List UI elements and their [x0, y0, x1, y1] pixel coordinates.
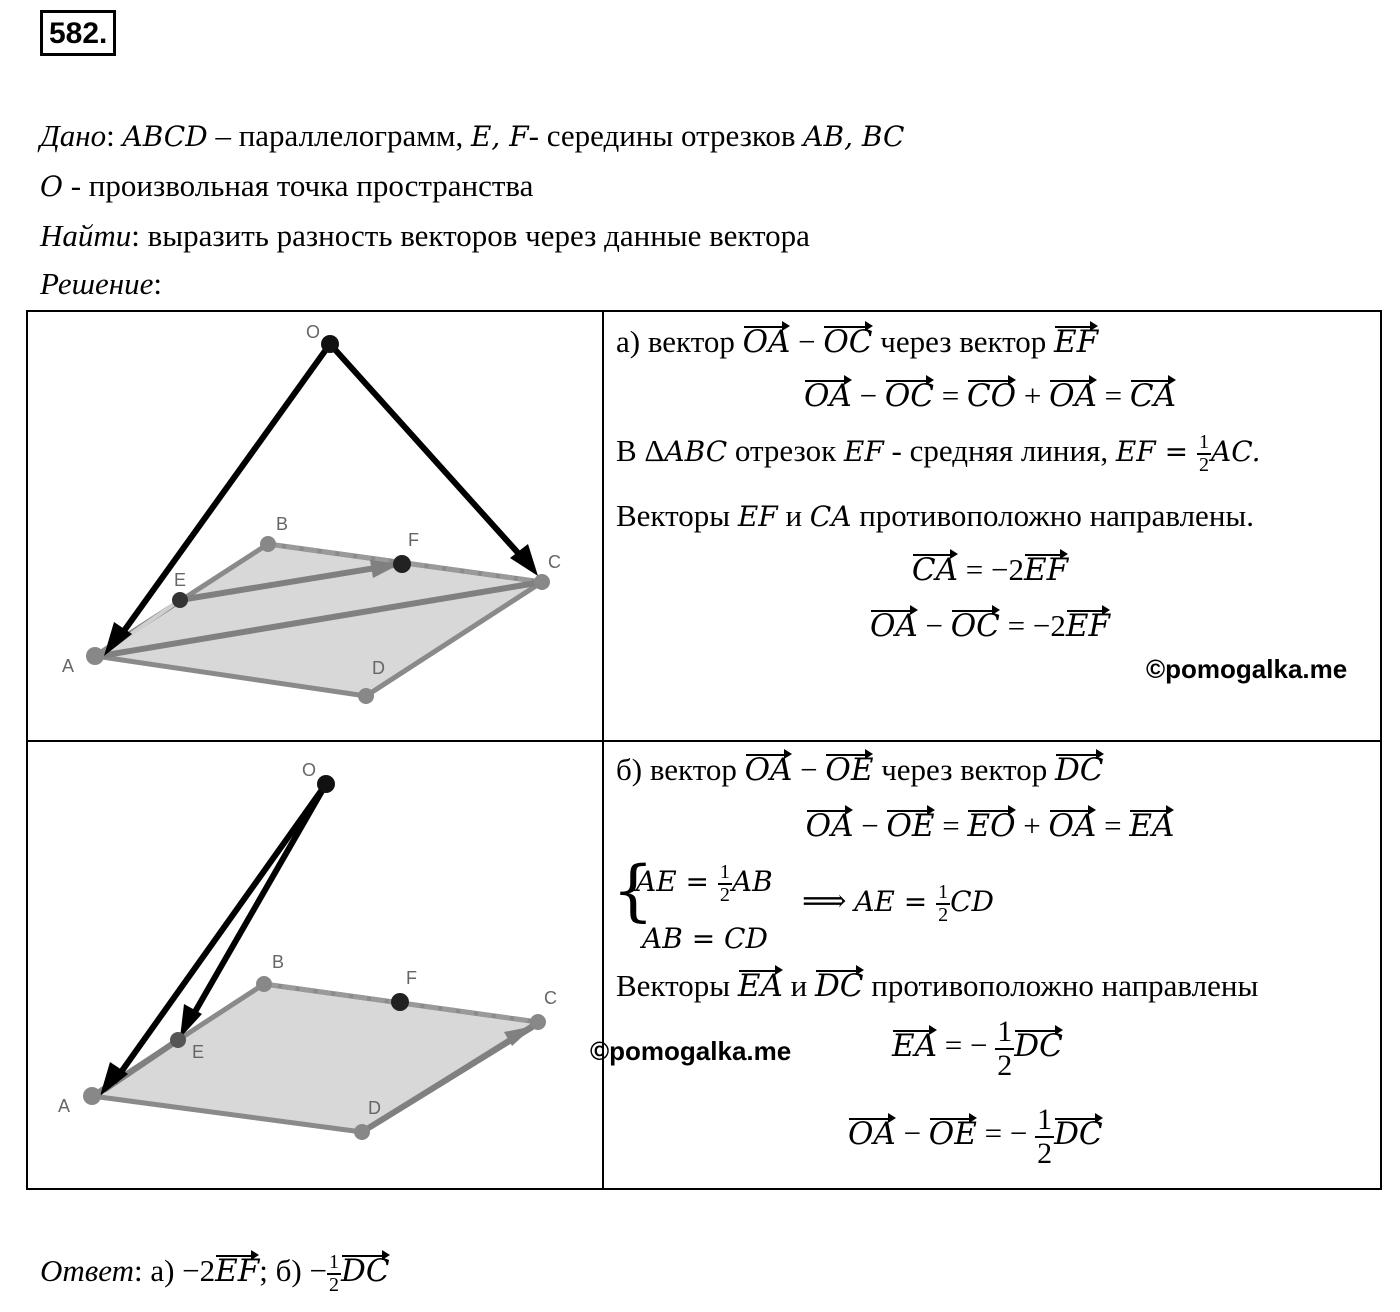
- part-a-title: а) вектор OA − OC через вектор EF: [616, 324, 1099, 360]
- label-b-a: B: [276, 514, 289, 534]
- part-a-mid: через вектор: [872, 324, 1055, 359]
- part-a-line4: [616, 498, 1254, 534]
- vec-oa: OA: [848, 1115, 896, 1152]
- answer-line: [40, 1252, 390, 1296]
- find-line: [40, 218, 810, 254]
- part-b-eq2: EA = − $\frac{1}{2}$ DC: [892, 1015, 1063, 1082]
- label-o-b: O: [302, 760, 317, 780]
- point-e-a: [172, 592, 188, 608]
- label-a-b: A: [58, 1096, 71, 1116]
- label-d-a: D: [372, 658, 385, 678]
- frac-den: 2: [1037, 1136, 1053, 1170]
- label-e-b: E: [192, 1042, 205, 1062]
- vec-dc: DC: [1054, 1115, 1103, 1152]
- point-e-b: [170, 1032, 186, 1048]
- fraction-half-big: [1035, 1104, 1054, 1169]
- label-f-b: F: [406, 968, 417, 988]
- part-a-eq1: OA − OC = CO + OA = CA: [804, 378, 1176, 414]
- given-abcd: ABCD: [122, 120, 208, 153]
- point-f-b: [391, 993, 409, 1011]
- fraction-half: [1197, 432, 1211, 476]
- frac-den: 2: [329, 1274, 339, 1296]
- given-o: O: [40, 170, 63, 203]
- part-a-prefix: а) вектор: [616, 324, 743, 359]
- fraction-half-answer: [327, 1252, 341, 1296]
- answer-a: : а) −2: [133, 1253, 216, 1289]
- frac-den: 2: [938, 904, 949, 926]
- vec-ea: EA: [1129, 808, 1175, 844]
- figure-b: [28, 742, 600, 1188]
- part-b-mid: через вектор: [873, 752, 1055, 787]
- vec-oc: OC: [950, 608, 1000, 644]
- point-o-b: [317, 775, 335, 793]
- vec-co: CO: [966, 378, 1017, 414]
- problem-number: 582.: [40, 10, 116, 56]
- vec-ca: CA: [1129, 378, 1176, 414]
- implies: ⟹: [802, 883, 855, 919]
- point-c-b: [530, 1014, 546, 1030]
- vec-oa: OA: [1049, 378, 1097, 414]
- part-a-l4-ca: CA: [809, 500, 852, 533]
- label-e-a: E: [174, 570, 187, 590]
- point-a-a: [86, 647, 104, 665]
- sys-ab: AB: [731, 865, 773, 899]
- vec-oc: OC: [884, 378, 934, 414]
- part-b-l4-suffix: противоположно направлены: [863, 968, 1259, 1003]
- part-a-l4-prefix: Векторы: [616, 498, 738, 533]
- find-text: : выразить разность векторов через данные вектора: [131, 218, 810, 253]
- vec-ea: EA: [892, 1027, 938, 1064]
- sys-ae: AE =: [636, 865, 718, 899]
- vec-oc: OC: [823, 324, 873, 360]
- vec-ef: EF: [1023, 552, 1069, 588]
- part-b-eq3: OA − OE = − $\frac{1}{2}$ DC: [848, 1103, 1103, 1170]
- part-a-l4-and: и: [777, 498, 810, 533]
- point-d-a: [358, 688, 374, 704]
- given-line-2: [40, 168, 533, 204]
- find-label: Найти: [40, 218, 132, 253]
- vec-ef: EF: [1054, 324, 1099, 360]
- label-o-a: O: [306, 322, 321, 342]
- point-c-a: [534, 574, 550, 590]
- figure-a: [28, 312, 600, 738]
- solution-line: Решение:: [40, 266, 162, 301]
- given-label: Дано: [40, 118, 107, 153]
- part-a-l3-prefix: В Δ: [616, 433, 665, 469]
- part-a-eq3: OA − OC = −2EF: [869, 608, 1111, 644]
- fraction-half-big: [995, 1016, 1014, 1081]
- part-a-l3-text: - средняя линия,: [883, 433, 1116, 469]
- point-o-a: [321, 335, 339, 353]
- part-a-abc: ABC: [664, 435, 728, 469]
- point-d-b: [354, 1124, 370, 1140]
- vec-oe: OE: [928, 1115, 977, 1152]
- vec-dc: DC: [341, 1253, 390, 1290]
- part-a-line3: [616, 432, 1261, 476]
- coef: −2: [1032, 608, 1066, 643]
- fraction-half-res: [936, 882, 950, 926]
- vec-dc: DC: [1054, 752, 1104, 788]
- point-b-b: [256, 976, 272, 992]
- part-a-eq: EF =: [1115, 435, 1197, 469]
- vec-oe: OE: [886, 808, 935, 844]
- part-a-l4-suffix: противоположно направлены.: [851, 498, 1254, 533]
- part-b-title: б) вектор OA − OE через вектор DC: [616, 752, 1104, 788]
- vec-ea: EA: [737, 968, 783, 1004]
- parallelogram-b: [92, 984, 538, 1132]
- vec-oe: OE: [825, 752, 874, 788]
- point-a-b: [83, 1087, 101, 1105]
- frac-num: 1: [938, 881, 949, 903]
- point-b-a: [260, 536, 276, 552]
- fraction-half-sys: [718, 862, 732, 906]
- part-a-ef: EF: [843, 435, 884, 469]
- vec-ef: EF: [215, 1253, 260, 1290]
- vec-oa: OA: [804, 378, 852, 414]
- label-b-b: B: [272, 952, 285, 972]
- frac-num: 1: [329, 1251, 339, 1273]
- part-b-result: [802, 882, 994, 926]
- vector-oc: [330, 344, 528, 564]
- vec-dc: DC: [1014, 1027, 1063, 1064]
- watermark-a: ©pomogalka.me: [1146, 654, 1348, 684]
- frac-num: 1: [1037, 1103, 1053, 1136]
- vec-dc: DC: [814, 968, 864, 1004]
- answer-b: ; б) −: [259, 1253, 327, 1289]
- frac-num: 1: [719, 861, 730, 883]
- frac-num: 1: [1198, 431, 1209, 453]
- frac-num: 1: [997, 1015, 1013, 1048]
- label-c-a: C: [548, 552, 561, 572]
- vec-ef: EF: [1065, 608, 1111, 644]
- system-brace: {: [612, 852, 654, 929]
- solution-label: Решение: [40, 266, 154, 301]
- vec-oa: OA: [869, 608, 918, 644]
- given-ab-bc: AB, BC: [803, 120, 905, 153]
- given-text-2: - середины отрезков: [528, 118, 804, 153]
- vec-oa: OA: [742, 324, 791, 360]
- frac-den: 2: [719, 884, 730, 906]
- vec-eo: EO: [967, 808, 1016, 844]
- label-a-a: A: [62, 656, 75, 676]
- res-cd: CD: [950, 885, 994, 919]
- label-f-a: F: [408, 530, 419, 550]
- sys-ab-cd: AB = CD: [642, 922, 768, 955]
- point-f-a: [393, 555, 411, 573]
- part-a-l4-ef: EF: [737, 500, 778, 533]
- part-a-ac: AC.: [1210, 435, 1261, 469]
- part-b-sys1: [636, 862, 773, 906]
- vec-oa: OA: [744, 752, 793, 788]
- label-d-b: D: [368, 1098, 381, 1118]
- vec-oa: OA: [805, 808, 854, 844]
- watermark-b: ©pomogalka.me: [590, 1036, 792, 1066]
- given-ef: E, F: [470, 120, 529, 153]
- part-b-line4: [616, 968, 1258, 1004]
- coef: −2: [990, 552, 1024, 587]
- label-c-b: C: [544, 988, 557, 1008]
- given-line-1: Дано: ABCD – параллелограмм, E, F- середины отрезков AB, BC: [40, 118, 905, 153]
- part-b-sys2: [642, 920, 768, 956]
- part-a-l3-mid: отрезок: [727, 433, 844, 469]
- given-o-text: - произвольная точка пространства: [62, 168, 534, 203]
- frac-den: 2: [997, 1048, 1013, 1082]
- given-text-1: – параллелограмм,: [207, 118, 471, 153]
- vec-oa: OA: [1048, 808, 1097, 844]
- vec-ca: CA: [911, 552, 958, 588]
- part-a-eq2: CA = −2EF: [911, 552, 1069, 588]
- res-ae: AE =: [854, 885, 937, 919]
- part-b-l4-and: и: [782, 968, 815, 1003]
- part-b-prefix: б) вектор: [616, 752, 745, 787]
- part-b-eq1: OA − OE = EO + OA = EA: [805, 808, 1175, 844]
- answer-label: Ответ: [40, 1253, 134, 1289]
- frac-den: 2: [1198, 454, 1209, 476]
- part-b-l4-prefix: Векторы: [616, 968, 738, 1003]
